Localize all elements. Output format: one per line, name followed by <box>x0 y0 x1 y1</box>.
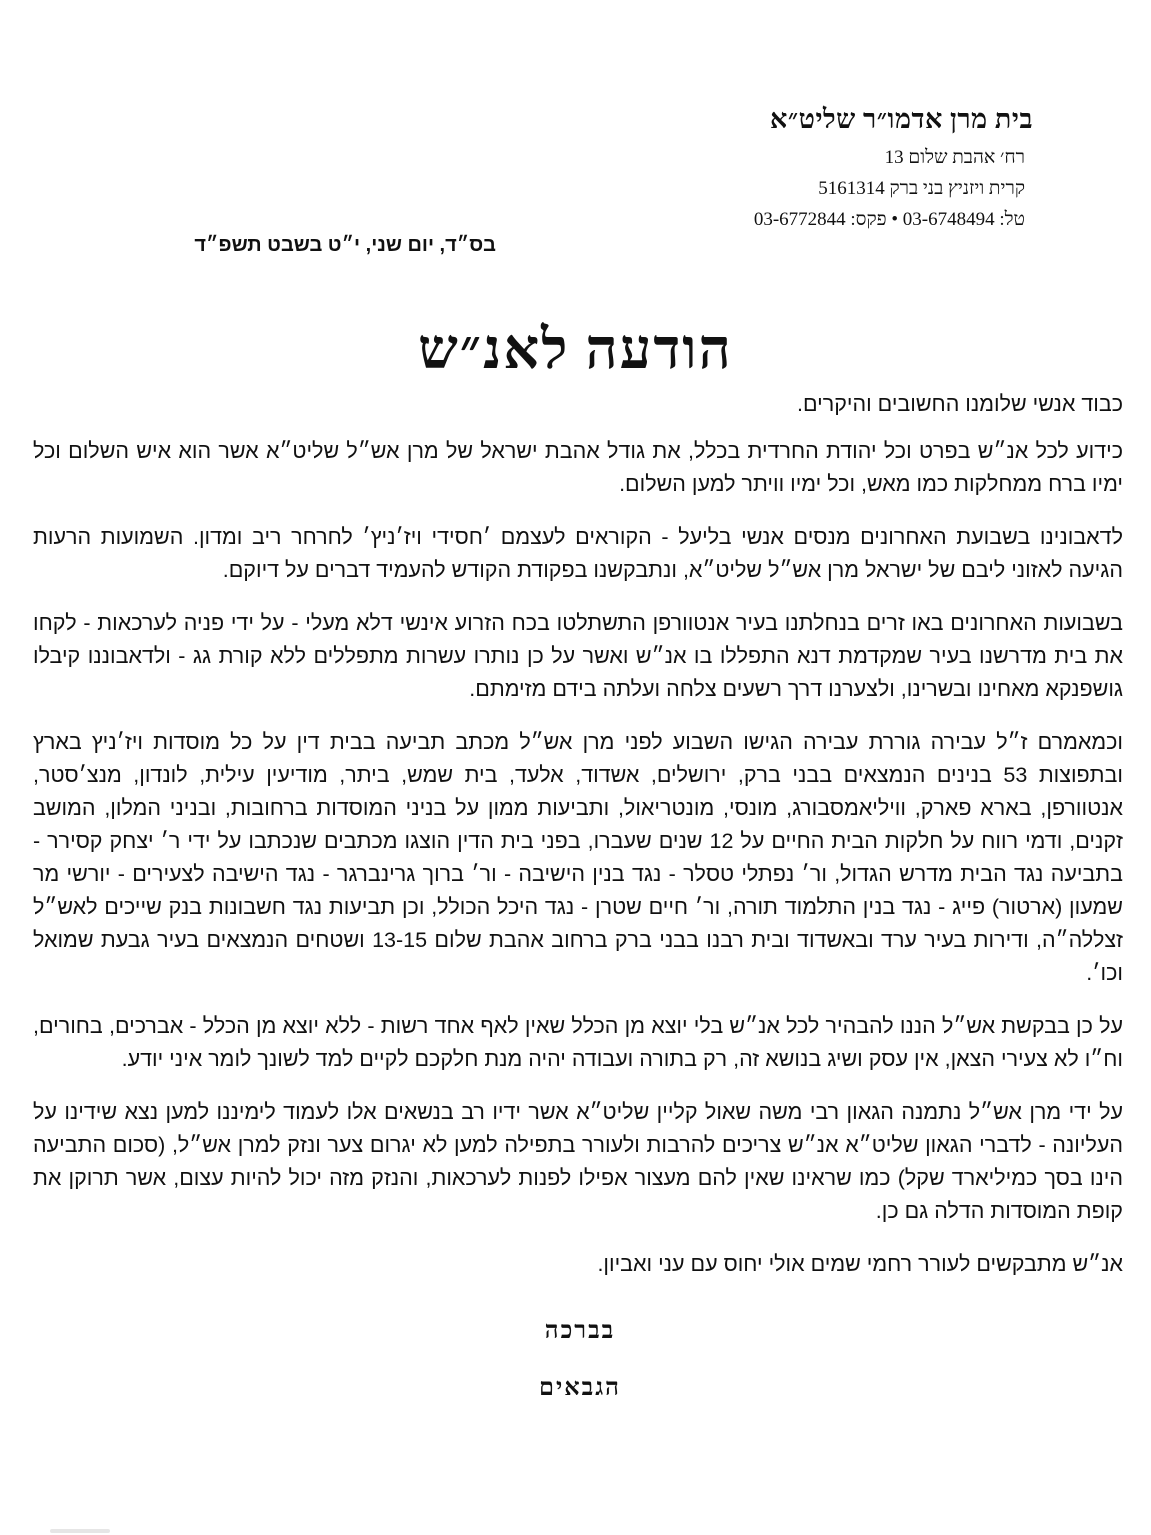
paragraph-6: על ידי מרן אש״ל נתמנה הגאון רבי משה שאול קליין שליט״א אשר ידיו רב בנשאים אלו לעמוד לימיננו למען נצא שידינו על העליונה - לדברי הגאון שליט״א אנ״ש צריכים להרבות ולעורר בתפילה למען לא יגרום צער ונזק למרן אש״ל, (סכום התביעה הינו בסך כמיליארד שקל) כמו שראינו שאין להם מעצור אפילו לפנות לערכאות, והנזק מזה יכול להיות עצום, אשר תרוקן את קופת המוסדות הדלה גם כן. <box>33 1100 1123 1223</box>
greeting-paragraph: כבוד אנשי שלומנו החשובים והיקרים. <box>797 392 1123 416</box>
paragraph-7: אנ״ש מתבקשים לעורר רחמי שמים אולי יחוס עם עני ואביון. <box>597 1252 1123 1276</box>
document-date: בס״ד, יום שני, י״ט בשבט תשפ״ד <box>194 234 496 256</box>
page-title: הודעה לאנ״ש <box>418 319 733 381</box>
paragraph-3: בשבועות האחרונים באו זרים בנחלתנו בעיר אנטוורפן התשתלטו בכח הזרוע אינשי דלא מעלי - על ידי פניה לערכאות - לקחו את בית מדרשנו בעיר שמקדמת דנא התפללו בו אנ״ש ואשר על כן נותרו עשרות מתפללים ללא קורת גג - ולדאבוננו קיבלו גושפנקא מאחינו ובשרינו, ולצערנו דרך רשעים צלחה ועלתה בידם מזימתם. <box>33 611 1123 701</box>
letterhead-street: רח׳ אהבת שלום 13 <box>884 147 1025 168</box>
closing-blessing: בברכה <box>544 1318 616 1344</box>
letter-body <box>33 388 1123 1301</box>
paragraph-5: על כן בבקשת אש״ל הננו להבהיר לכל אנ״ש בלי יוצא מן הכלל שאין לאף אחד רשות - ללא יוצא מן הכלל - אברכים, בחורים, וח״ו לא צעירי הצאן, אין עסק ושיג בנושא זה, רק בתורה ועבודה יהיה מנת חלקכם לקיים למד לשונך לומר איני יודע. <box>33 1014 1123 1071</box>
letterhead-city: קרית ויזניץ בני ברק 5161314 <box>818 178 1025 199</box>
paragraph-2: לדאבונינו בשבועת האחרונים מנסים אנשי בליעל - הקוראים לעצמם ׳חסידי ויז׳ניץ׳ לחרחר ריב ומדון. השמועות הרעות הגיעה לאזוני ליבם של ישראל מרן אש״ל שליט״א, ונתבקשנו בפקודת הקודש להעמיד דברים על דיוקם. <box>33 525 1123 582</box>
letterhead <box>703 100 1033 235</box>
paragraph-1: כידוע לכל אנ״ש בפרט וכל יהודת החרדית בכלל, את גודל אהבת ישראל של מרן אש״ל שליט״א אשר הוא איש השלום וכל ימיו ברח ממחלקות כמו מאש, וכל ימיו וויתר למען השלום. <box>33 439 1123 496</box>
closing-signature: הגבאים <box>539 1375 621 1401</box>
paragraph-4: וכמאמרם ז״ל עבירה גוררת עבירה הגישו השבוע לפני מרן אש״ל מכתב תביעה בבית דין על כל מוסדות ויז׳ניץ בארץ ובתפוצות 53 בנינים הנמצאים בבני ברק, ירושלים, אשדוד, אלעד, בית שמש, ביתר, מודיעין עילית, לונדון, מנצ׳סטר, אנטוורפן, בארא פארק, וויליאמסבורג, מונסי, מונטריאול, ותביעות ממון על בניני המוסדות ברחובות, ובניני המלון, המושב זקנים, ודמי רווח על חלקות הבית החיים על 12 שנים שעברו, בפני בית הדין הוצגו מכתבים שנכתבו על ידי ר׳ יצחק קסירר - בתביעה נגד הבית מדרש הגדול, ור׳ נפתלי טסלר - נגד בנין הישיבה - ור׳ ברוך גרינברגר - נגד הישיבה לצעירים - יורשי מר שמעון (ארטור) פייג - נגד בנין התלמוד תורה, ור׳ חיים שטרן - נגד היכל הכולל, וכן תביעות נגד חשבונות בנק שייכים לאש״ל זצללה״ה, ודירות בעיר ערד ובאשדוד ובית רבנו בבני ברק ברחוב אהבת שלום 13-15 ושטחים הנמצאים בעיר גבעת שמואל וכו׳. <box>33 730 1124 985</box>
letterhead-title: בית מרן אדמו״ר שליט״א <box>770 104 1033 134</box>
scan-artifact <box>50 1529 110 1533</box>
letterhead-phones: טל: 03-6748494 • פקס: 03-6772844 <box>753 209 1025 230</box>
